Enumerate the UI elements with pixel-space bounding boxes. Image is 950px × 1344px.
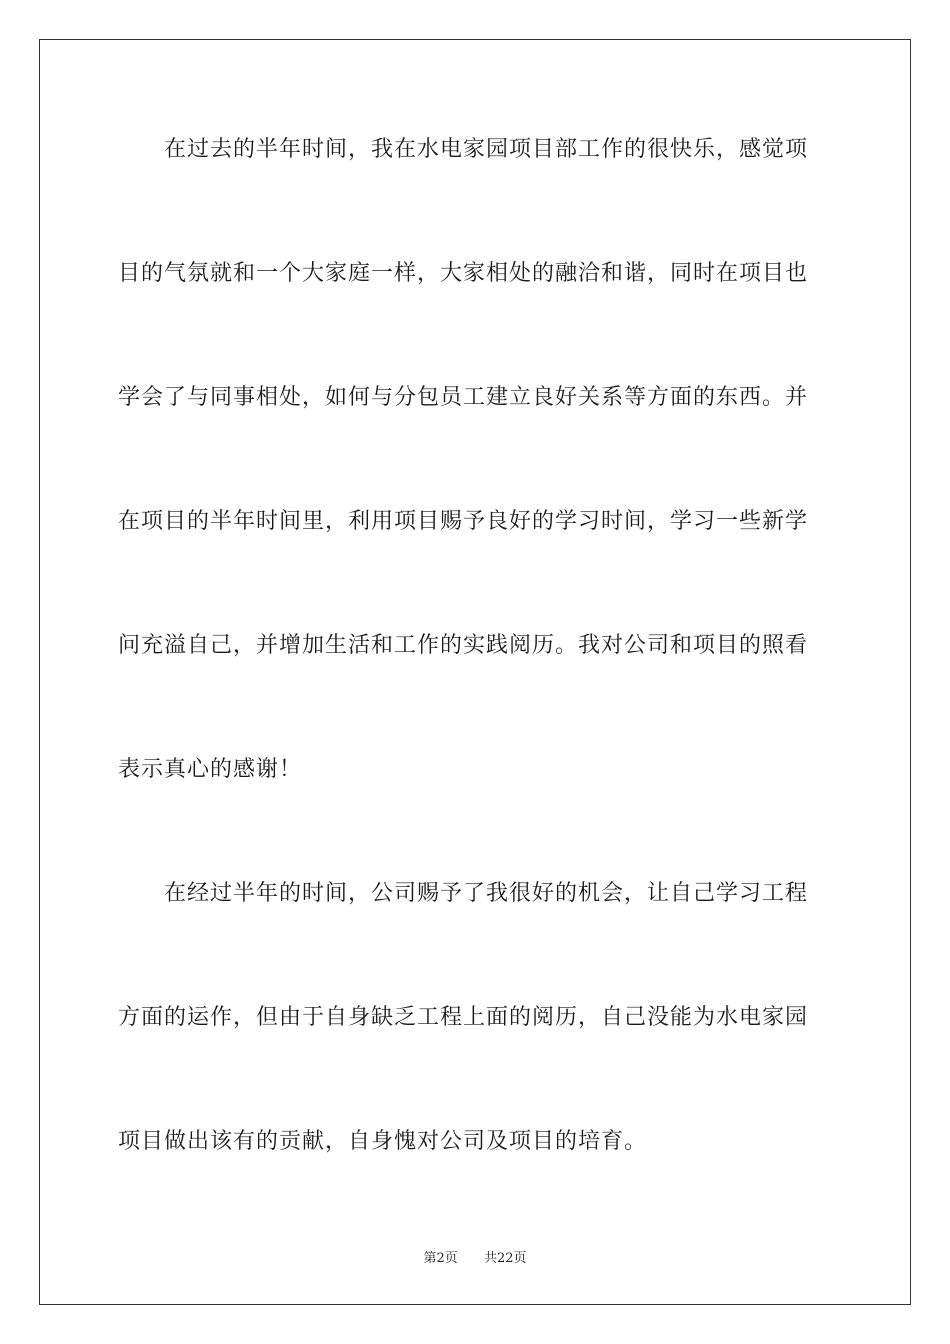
text-line: 在过去的半年时间，我在水电家园项目部工作的很快乐，感觉项 bbox=[118, 137, 809, 162]
text-line: 在经过半年的时间，公司赐予了我很好的机会，让自己学习工程 bbox=[118, 881, 809, 906]
text-line: 在项目的半年时间里，利用项目赐予良好的学习时间，学习一些新学 bbox=[118, 509, 809, 534]
text-line: 目的气氛就和一个大家庭一样，大家相处的融洽和谐，同时在项目也 bbox=[118, 261, 809, 286]
text-line: 表示真心的感谢！ bbox=[118, 757, 303, 782]
page-number: 第2页 bbox=[423, 1251, 458, 1266]
total-pages: 共22页 bbox=[484, 1251, 527, 1266]
text-line: 学会了与同事相处，如何与分包员工建立良好关系等方面的东西。并 bbox=[118, 385, 809, 410]
text-line: 问充溢自己，并增加生活和工作的实践阅历。我对公司和项目的照看 bbox=[118, 633, 809, 658]
page-footer bbox=[0, 1247, 950, 1266]
text-line: 方面的运作，但由于自身缺乏工程上面的阅历，自己没能为水电家园 bbox=[118, 1005, 809, 1030]
page-frame bbox=[39, 39, 911, 1305]
text-line: 项目做出该有的贡献，自身愧对公司及项目的培育。 bbox=[118, 1129, 648, 1154]
